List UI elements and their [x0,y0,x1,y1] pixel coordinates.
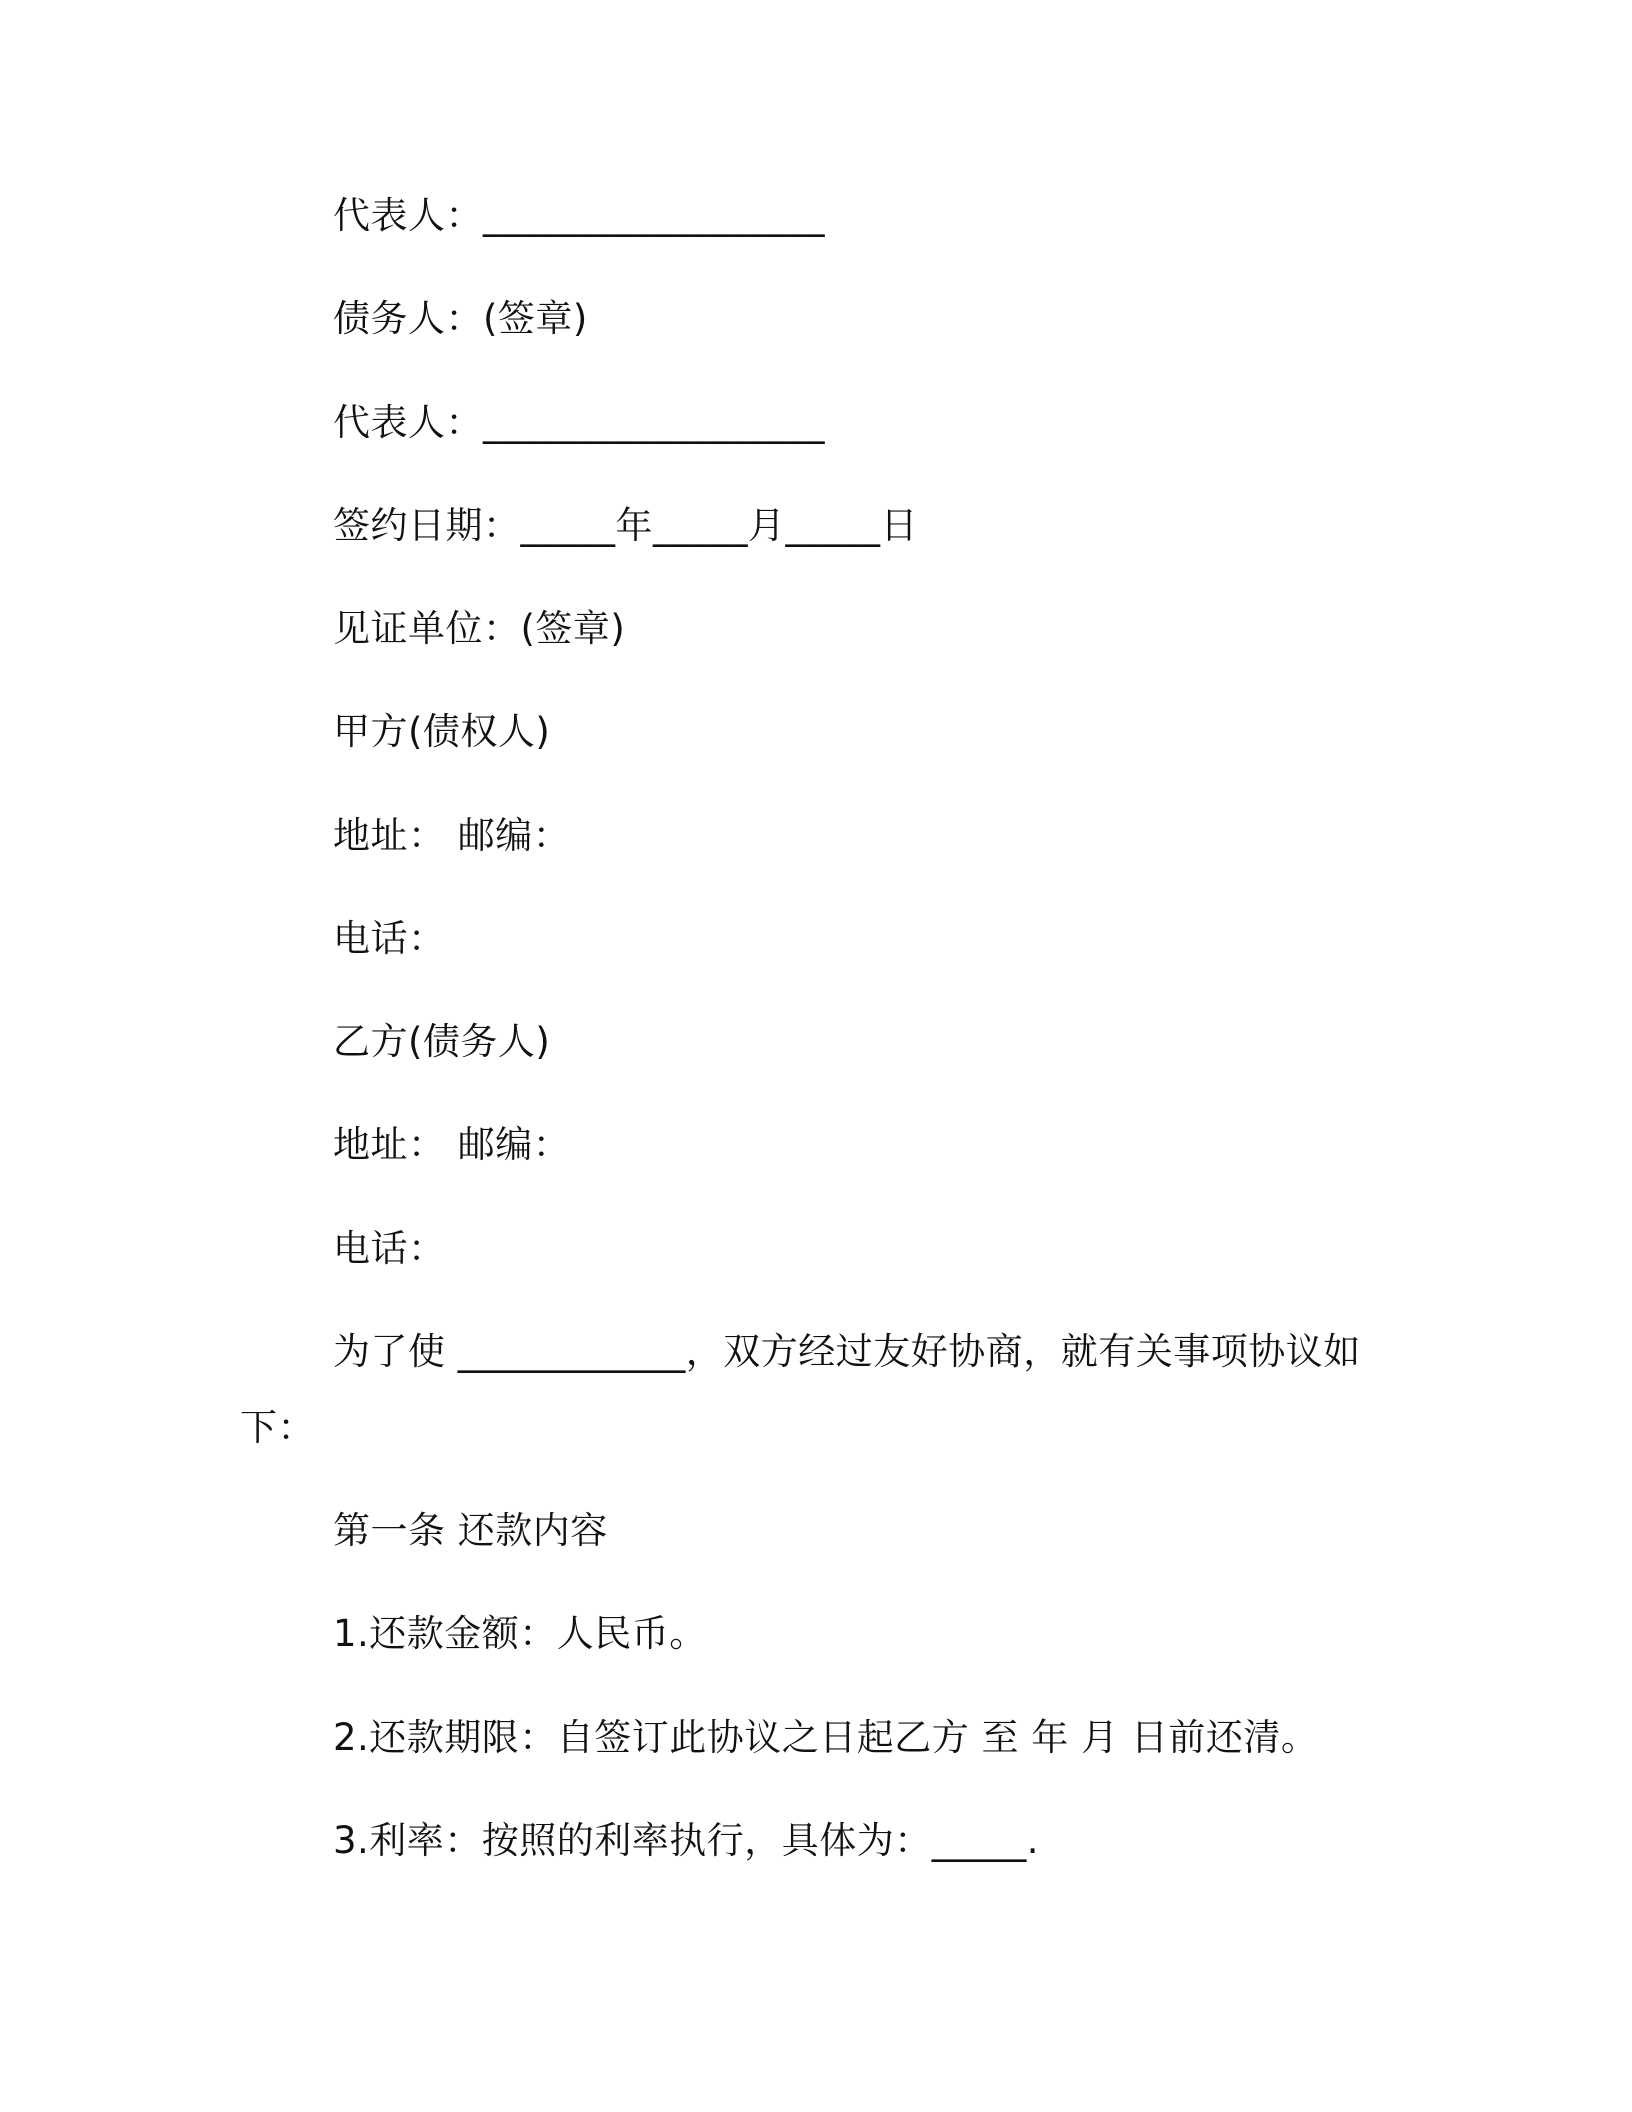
representative-line-2: 代表人：__________________ [333,401,825,444]
interest-rate-clause: 3.利率：按照的利率执行，具体为：_____. [333,1819,1040,1862]
preamble-paragraph: 为了使 ____________，双方经过友好协商，就有关事项协议如 [333,1330,1361,1373]
signing-date-line: 签约日期：_____年_____月_____日 [333,504,918,547]
article-one-heading: 第一条 还款内容 [333,1509,608,1552]
witness-unit-line: 见证单位：(签章) [333,607,626,650]
repayment-amount-clause: 1.还款金额：人民币。 [333,1612,707,1655]
party-b-heading: 乙方(债务人) [333,1020,551,1063]
party-b-address-line: 地址： 邮编： [333,1123,571,1166]
repayment-term-clause: 2.还款期限：自签订此协议之日起乙方 至 年 月 日前还清。 [333,1716,1319,1759]
party-a-address-line: 地址： 邮编： [333,814,571,857]
party-a-phone-line: 电话： [333,917,446,960]
debtor-signature-line: 债务人：(签章) [333,297,588,340]
representative-line-1: 代表人：__________________ [333,194,825,237]
party-a-heading: 甲方(债权人) [333,710,551,753]
party-b-phone-line: 电话： [333,1227,446,1270]
preamble-paragraph-continuation: 下： [240,1406,315,1449]
